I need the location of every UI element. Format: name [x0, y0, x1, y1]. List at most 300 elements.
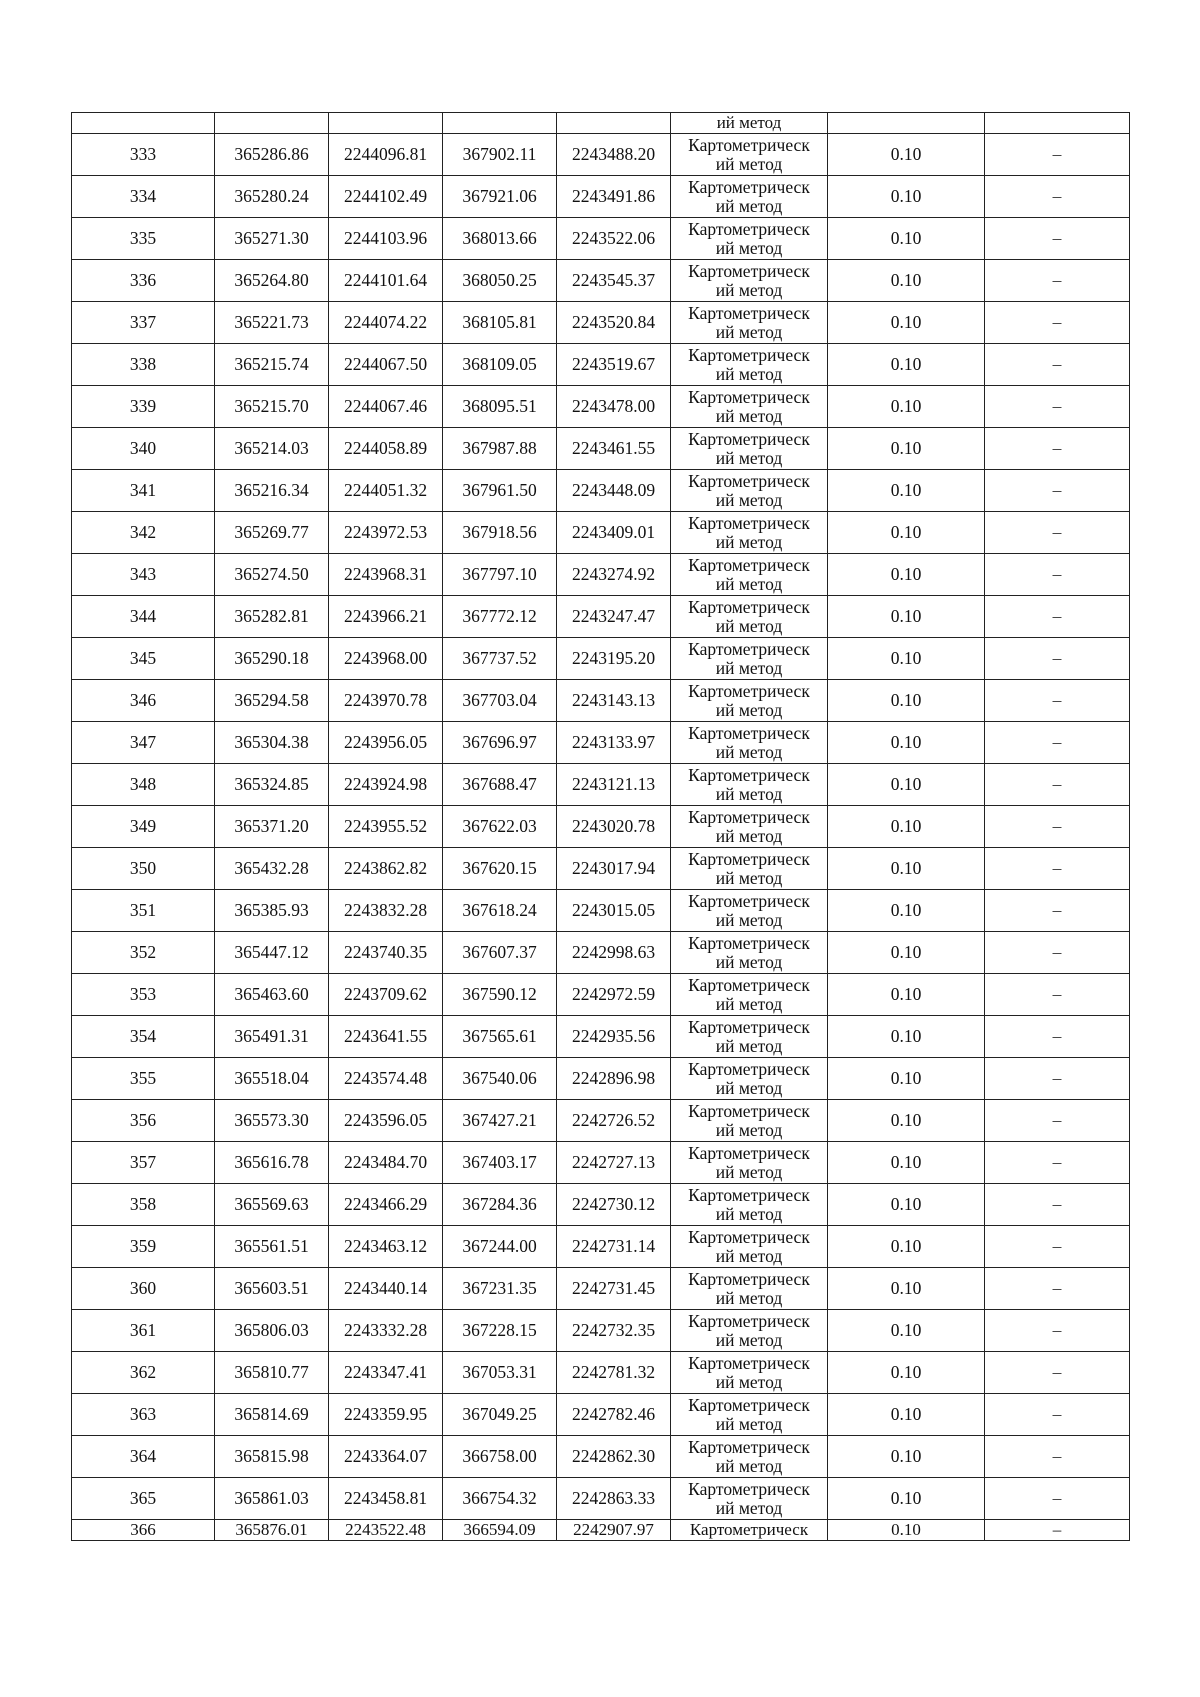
cell-point-number: 360 — [72, 1268, 215, 1310]
cell-y-old: 2243955.52 — [329, 806, 443, 848]
cell-point-number: 361 — [72, 1310, 215, 1352]
cell-method — [671, 428, 828, 470]
cell-x-new: 367228.15 — [443, 1310, 557, 1352]
table-row — [72, 1352, 1130, 1394]
cell-x-new: 366758.00 — [443, 1436, 557, 1478]
cell-y-old: 2243924.98 — [329, 764, 443, 806]
method-line-2: ий метод — [715, 867, 783, 888]
method-line-2: ий метод — [715, 1035, 783, 1056]
cell-accuracy: 0.10 — [828, 260, 985, 302]
table-row — [72, 680, 1130, 722]
cell-point-number: 340 — [72, 428, 215, 470]
cell-accuracy: 0.10 — [828, 596, 985, 638]
cell-empty — [557, 113, 671, 134]
cell-method — [671, 1268, 828, 1310]
method-line-2: ий метод — [715, 783, 783, 804]
cell-x-new: 367987.88 — [443, 428, 557, 470]
table-row — [72, 890, 1130, 932]
method-line-1: Картометрическ — [688, 513, 810, 533]
method-line-1: Картометрическ — [688, 849, 810, 869]
cell-note: – — [985, 680, 1130, 722]
table-row — [72, 1226, 1130, 1268]
method-line-1: Картометрическ — [688, 765, 810, 785]
cell-accuracy: 0.10 — [828, 932, 985, 974]
cell-accuracy: 0.10 — [828, 764, 985, 806]
method-line-2: ий метод — [715, 531, 783, 552]
cell-y-old: 2243968.00 — [329, 638, 443, 680]
cell-y-new: 2242935.56 — [557, 1016, 671, 1058]
cell-point-number: 349 — [72, 806, 215, 848]
method-line-1: Картометрическ — [688, 681, 810, 701]
cell-point-number: 341 — [72, 470, 215, 512]
cell-accuracy: 0.10 — [828, 512, 985, 554]
cell-x-new: 367403.17 — [443, 1142, 557, 1184]
cell-y-old: 2243966.21 — [329, 596, 443, 638]
cell-note: – — [985, 176, 1130, 218]
method-line-2: ий метод — [715, 1329, 783, 1350]
cell-x-new: 367703.04 — [443, 680, 557, 722]
cell-x-old: 365274.50 — [215, 554, 329, 596]
cell-y-old: 2243440.14 — [329, 1268, 443, 1310]
cell-point-number: 357 — [72, 1142, 215, 1184]
cell-x-old: 365214.03 — [215, 428, 329, 470]
cell-point-number: 359 — [72, 1226, 215, 1268]
cell-x-old: 365371.20 — [215, 806, 329, 848]
cell-y-new: 2243143.13 — [557, 680, 671, 722]
method-line-1: Картометрическ — [688, 1101, 810, 1121]
cell-method — [671, 302, 828, 344]
method-line-2: ий метод — [715, 321, 783, 342]
method-line-2: ий метод — [715, 909, 783, 930]
cell-note: – — [985, 722, 1130, 764]
cell-y-new: 2242862.30 — [557, 1436, 671, 1478]
table-row — [72, 218, 1130, 260]
table-row — [72, 1268, 1130, 1310]
cell-method — [671, 1016, 828, 1058]
cell-note: – — [985, 1142, 1130, 1184]
cell-note: – — [985, 218, 1130, 260]
table-row — [72, 1100, 1130, 1142]
cell-method — [671, 512, 828, 554]
coordinates-table — [71, 112, 1130, 1541]
cell-note: – — [985, 638, 1130, 680]
method-line-1: Картометрическ — [688, 219, 810, 239]
cell-note: – — [985, 344, 1130, 386]
cell-y-new: 2243247.47 — [557, 596, 671, 638]
cell-x-old: 365282.81 — [215, 596, 329, 638]
table-row — [72, 764, 1130, 806]
cell-method — [671, 638, 828, 680]
cell-note: – — [985, 1352, 1130, 1394]
method-line-2: ий метод — [715, 657, 783, 678]
cell-method — [671, 722, 828, 764]
cell-y-new: 2242727.13 — [557, 1142, 671, 1184]
table-row — [72, 554, 1130, 596]
cell-y-old: 2243832.28 — [329, 890, 443, 932]
method-line-2: ий метод — [715, 993, 783, 1014]
cell-point-number: 353 — [72, 974, 215, 1016]
table-row — [72, 596, 1130, 638]
method-line-1: Картометрическ — [688, 1017, 810, 1037]
cell-accuracy: 0.10 — [828, 218, 985, 260]
cell-note: – — [985, 1100, 1130, 1142]
cell-note: – — [985, 134, 1130, 176]
cell-method — [671, 1058, 828, 1100]
cell-method — [671, 1142, 828, 1184]
cell-note: – — [985, 1016, 1130, 1058]
cell-y-new: 2242732.35 — [557, 1310, 671, 1352]
cell-x-new: 367565.61 — [443, 1016, 557, 1058]
cell-y-new: 2242972.59 — [557, 974, 671, 1016]
cell-point-number: 337 — [72, 302, 215, 344]
method-line-1: Картометрическ — [688, 1353, 810, 1373]
table-row — [72, 848, 1130, 890]
table-row — [72, 1394, 1130, 1436]
method-line-1: Картометрическ — [688, 639, 810, 659]
cell-point-number: 346 — [72, 680, 215, 722]
cell-y-old: 2243596.05 — [329, 1100, 443, 1142]
cell-y-new: 2243520.84 — [557, 302, 671, 344]
cell-method-continuation: ий метод — [671, 113, 828, 134]
cell-point-number: 334 — [72, 176, 215, 218]
cell-note: – — [985, 554, 1130, 596]
cell-x-new: 366754.32 — [443, 1478, 557, 1520]
cell-x-new: 367688.47 — [443, 764, 557, 806]
cell-note: – — [985, 806, 1130, 848]
cell-accuracy: 0.10 — [828, 1520, 985, 1541]
method-line-1: Картометрическ — [688, 1059, 810, 1079]
cell-accuracy: 0.10 — [828, 386, 985, 428]
cell-y-old: 2244101.64 — [329, 260, 443, 302]
cell-x-new: 367737.52 — [443, 638, 557, 680]
cell-y-old: 2243970.78 — [329, 680, 443, 722]
cell-method — [671, 344, 828, 386]
cell-x-new: 368109.05 — [443, 344, 557, 386]
cell-y-new: 2243274.92 — [557, 554, 671, 596]
cell-accuracy: 0.10 — [828, 1142, 985, 1184]
cell-x-old: 365569.63 — [215, 1184, 329, 1226]
method-line-2: ий метод — [715, 447, 783, 468]
cell-x-old: 365861.03 — [215, 1478, 329, 1520]
table-row — [72, 512, 1130, 554]
cell-method — [671, 1436, 828, 1478]
cell-accuracy: 0.10 — [828, 1268, 985, 1310]
cell-y-old: 2243359.95 — [329, 1394, 443, 1436]
cell-note: – — [985, 470, 1130, 512]
cell-y-new: 2243409.01 — [557, 512, 671, 554]
cell-note: – — [985, 1058, 1130, 1100]
cell-y-old: 2243522.48 — [329, 1520, 443, 1541]
cell-method — [671, 1394, 828, 1436]
cell-y-old: 2243972.53 — [329, 512, 443, 554]
cell-x-old: 365304.38 — [215, 722, 329, 764]
cell-x-new: 367244.00 — [443, 1226, 557, 1268]
cell-point-number: 358 — [72, 1184, 215, 1226]
cell-x-old: 365269.77 — [215, 512, 329, 554]
cell-x-new: 368013.66 — [443, 218, 557, 260]
cell-accuracy: 0.10 — [828, 1016, 985, 1058]
table-row — [72, 1310, 1130, 1352]
table-row — [72, 1142, 1130, 1184]
method-line-2: ий метод — [715, 1161, 783, 1182]
method-line-1: Картометрическ — [688, 1395, 810, 1415]
table-row — [72, 638, 1130, 680]
cell-method — [671, 1184, 828, 1226]
cell-y-old: 2243740.35 — [329, 932, 443, 974]
cell-y-new: 2243020.78 — [557, 806, 671, 848]
cell-x-old: 365290.18 — [215, 638, 329, 680]
cell-y-new: 2243017.94 — [557, 848, 671, 890]
method-line-1: Картометрическ — [688, 975, 810, 995]
cell-y-new: 2242896.98 — [557, 1058, 671, 1100]
method-line-2: ий метод — [715, 363, 783, 384]
method-line-1: Картометрическ — [688, 555, 810, 575]
cell-accuracy: 0.10 — [828, 1226, 985, 1268]
cell-x-old: 365280.24 — [215, 176, 329, 218]
cell-y-new: 2242731.14 — [557, 1226, 671, 1268]
cell-method — [671, 596, 828, 638]
cell-point-number: 355 — [72, 1058, 215, 1100]
cell-method — [671, 1100, 828, 1142]
cell-method — [671, 218, 828, 260]
cell-x-old: 365215.70 — [215, 386, 329, 428]
cell-empty — [443, 113, 557, 134]
cell-x-old: 365286.86 — [215, 134, 329, 176]
cell-note: – — [985, 260, 1130, 302]
cell-y-old: 2243484.70 — [329, 1142, 443, 1184]
cell-y-new: 2242863.33 — [557, 1478, 671, 1520]
cell-x-new: 367607.37 — [443, 932, 557, 974]
cell-y-old: 2244051.32 — [329, 470, 443, 512]
cell-x-old: 365810.77 — [215, 1352, 329, 1394]
cell-empty — [828, 113, 985, 134]
cell-note: – — [985, 1394, 1130, 1436]
method-line-1: Картометрическ — [688, 303, 810, 323]
cell-y-old: 2243641.55 — [329, 1016, 443, 1058]
method-line-1: Картометрическ — [688, 1311, 810, 1331]
method-line-2: ий метод — [715, 1287, 783, 1308]
table-row — [72, 134, 1130, 176]
method-line-2: ий метод — [715, 489, 783, 510]
table-row — [72, 974, 1130, 1016]
cell-x-old: 365447.12 — [215, 932, 329, 974]
method-line-2: ий метод — [715, 1077, 783, 1098]
cell-y-new: 2243545.37 — [557, 260, 671, 302]
cell-method — [671, 1310, 828, 1352]
coordinates-table-body — [72, 113, 1130, 1541]
cell-x-new: 368050.25 — [443, 260, 557, 302]
method-line-2: ий метод — [715, 1203, 783, 1224]
cell-point-number: 347 — [72, 722, 215, 764]
cell-method — [671, 806, 828, 848]
table-row — [72, 344, 1130, 386]
table-row — [72, 1184, 1130, 1226]
cell-x-new: 368095.51 — [443, 386, 557, 428]
cell-y-old: 2244096.81 — [329, 134, 443, 176]
cell-point-number: 356 — [72, 1100, 215, 1142]
cell-y-new: 2243195.20 — [557, 638, 671, 680]
cell-point-number: 342 — [72, 512, 215, 554]
cell-x-new: 367961.50 — [443, 470, 557, 512]
cell-x-new: 367622.03 — [443, 806, 557, 848]
cell-y-old: 2243364.07 — [329, 1436, 443, 1478]
method-line-1: Картометрическ — [688, 723, 810, 743]
method-line-2: ий метод — [715, 153, 783, 174]
method-line-1: Картометрическ — [688, 1269, 810, 1289]
cell-x-old: 365603.51 — [215, 1268, 329, 1310]
cell-x-new: 367590.12 — [443, 974, 557, 1016]
method-line-2: ий метод — [715, 825, 783, 846]
cell-x-old: 365463.60 — [215, 974, 329, 1016]
cell-y-new: 2243491.86 — [557, 176, 671, 218]
cell-empty — [72, 113, 215, 134]
cell-note: – — [985, 1436, 1130, 1478]
cell-x-old: 365814.69 — [215, 1394, 329, 1436]
method-line-1: Картометрическ — [688, 1143, 810, 1163]
method-line-1: Картометрическ — [688, 387, 810, 407]
table-row — [72, 932, 1130, 974]
method-line-1: Картометрическ — [688, 135, 810, 155]
cell-y-new: 2242731.45 — [557, 1268, 671, 1310]
cell-x-old: 365216.34 — [215, 470, 329, 512]
cell-x-old: 365221.73 — [215, 302, 329, 344]
cell-note: – — [985, 1268, 1130, 1310]
method-line-2: ий метод — [715, 1119, 783, 1140]
cell-point-number: 343 — [72, 554, 215, 596]
cell-point-number: 348 — [72, 764, 215, 806]
cell-accuracy: 0.10 — [828, 1436, 985, 1478]
cell-x-old: 365876.01 — [215, 1520, 329, 1541]
cell-accuracy: 0.10 — [828, 470, 985, 512]
cell-x-old: 365215.74 — [215, 344, 329, 386]
cell-x-old: 365264.80 — [215, 260, 329, 302]
cell-note: – — [985, 1310, 1130, 1352]
table-row — [72, 1058, 1130, 1100]
cell-x-old: 365385.93 — [215, 890, 329, 932]
table-row — [72, 260, 1130, 302]
cell-x-old: 365573.30 — [215, 1100, 329, 1142]
cell-x-old: 365518.04 — [215, 1058, 329, 1100]
cell-x-new: 367540.06 — [443, 1058, 557, 1100]
cell-accuracy: 0.10 — [828, 344, 985, 386]
method-line-2: ий метод — [715, 951, 783, 972]
cell-point-number: 354 — [72, 1016, 215, 1058]
method-line-1: Картометрическ — [688, 807, 810, 827]
cell-y-new: 2242730.12 — [557, 1184, 671, 1226]
cell-y-new: 2242998.63 — [557, 932, 671, 974]
cell-accuracy: 0.10 — [828, 1058, 985, 1100]
cell-x-new: 367284.36 — [443, 1184, 557, 1226]
cell-method — [671, 134, 828, 176]
cell-x-new: 367921.06 — [443, 176, 557, 218]
method-line-1: Картометрическ — [688, 471, 810, 491]
cell-note: – — [985, 1226, 1130, 1268]
cell-accuracy: 0.10 — [828, 1184, 985, 1226]
method-line-2: ий метод — [715, 1245, 783, 1266]
table-row — [72, 806, 1130, 848]
cell-method — [671, 764, 828, 806]
table-row — [72, 386, 1130, 428]
method-line-2: ий метод — [715, 699, 783, 720]
method-line-2: ий метод — [715, 741, 783, 762]
cell-x-new: 367049.25 — [443, 1394, 557, 1436]
cell-y-old: 2244067.46 — [329, 386, 443, 428]
cell-y-new: 2243461.55 — [557, 428, 671, 470]
cell-note: – — [985, 1520, 1130, 1541]
method-line-1: Картометрическ — [688, 597, 810, 617]
cell-note: – — [985, 932, 1130, 974]
cell-x-old: 365561.51 — [215, 1226, 329, 1268]
cell-note: – — [985, 1184, 1130, 1226]
table-row — [72, 302, 1130, 344]
cell-method — [671, 848, 828, 890]
cell-note: – — [985, 596, 1130, 638]
cell-x-old: 365271.30 — [215, 218, 329, 260]
cell-point-number: 366 — [72, 1520, 215, 1541]
cell-y-old: 2243956.05 — [329, 722, 443, 764]
cell-accuracy: 0.10 — [828, 848, 985, 890]
cell-x-old: 365616.78 — [215, 1142, 329, 1184]
cell-accuracy: 0.10 — [828, 806, 985, 848]
cell-x-old: 365294.58 — [215, 680, 329, 722]
cell-x-new: 367427.21 — [443, 1100, 557, 1142]
cell-y-new: 2242726.52 — [557, 1100, 671, 1142]
cell-y-new: 2243488.20 — [557, 134, 671, 176]
cell-point-number: 363 — [72, 1394, 215, 1436]
cell-x-new: 367696.97 — [443, 722, 557, 764]
cell-empty — [215, 113, 329, 134]
table-row — [72, 1436, 1130, 1478]
cell-x-old: 365806.03 — [215, 1310, 329, 1352]
method-line-2: ий метод — [715, 1497, 783, 1518]
cell-y-new: 2242781.32 — [557, 1352, 671, 1394]
method-line-2: ий метод — [715, 1413, 783, 1434]
cell-x-new: 366594.09 — [443, 1520, 557, 1541]
cell-accuracy: 0.10 — [828, 974, 985, 1016]
cell-x-new: 367772.12 — [443, 596, 557, 638]
cell-y-old: 2244074.22 — [329, 302, 443, 344]
cell-y-old: 2243458.81 — [329, 1478, 443, 1520]
continuation-row — [72, 113, 1130, 134]
cell-method — [671, 932, 828, 974]
cell-point-number: 365 — [72, 1478, 215, 1520]
cell-accuracy: 0.10 — [828, 1310, 985, 1352]
cell-method — [671, 554, 828, 596]
cell-accuracy: 0.10 — [828, 638, 985, 680]
cell-note: – — [985, 974, 1130, 1016]
cell-method — [671, 1478, 828, 1520]
cell-note: – — [985, 512, 1130, 554]
cell-x-new: 367231.35 — [443, 1268, 557, 1310]
method-line-2: ий метод — [715, 279, 783, 300]
cell-accuracy: 0.10 — [828, 554, 985, 596]
cell-y-old: 2243347.41 — [329, 1352, 443, 1394]
cell-accuracy: 0.10 — [828, 1352, 985, 1394]
cell-empty — [329, 113, 443, 134]
cell-accuracy: 0.10 — [828, 890, 985, 932]
method-line-2: ий метод — [715, 405, 783, 426]
cell-note: – — [985, 764, 1130, 806]
table-row — [72, 470, 1130, 512]
cell-method — [671, 386, 828, 428]
cell-y-new: 2243133.97 — [557, 722, 671, 764]
cell-accuracy: 0.10 — [828, 302, 985, 344]
cell-point-number: 338 — [72, 344, 215, 386]
cell-y-old: 2243968.31 — [329, 554, 443, 596]
cell-empty — [985, 113, 1130, 134]
cell-x-new: 367620.15 — [443, 848, 557, 890]
method-line-1: Картометрическ — [688, 933, 810, 953]
